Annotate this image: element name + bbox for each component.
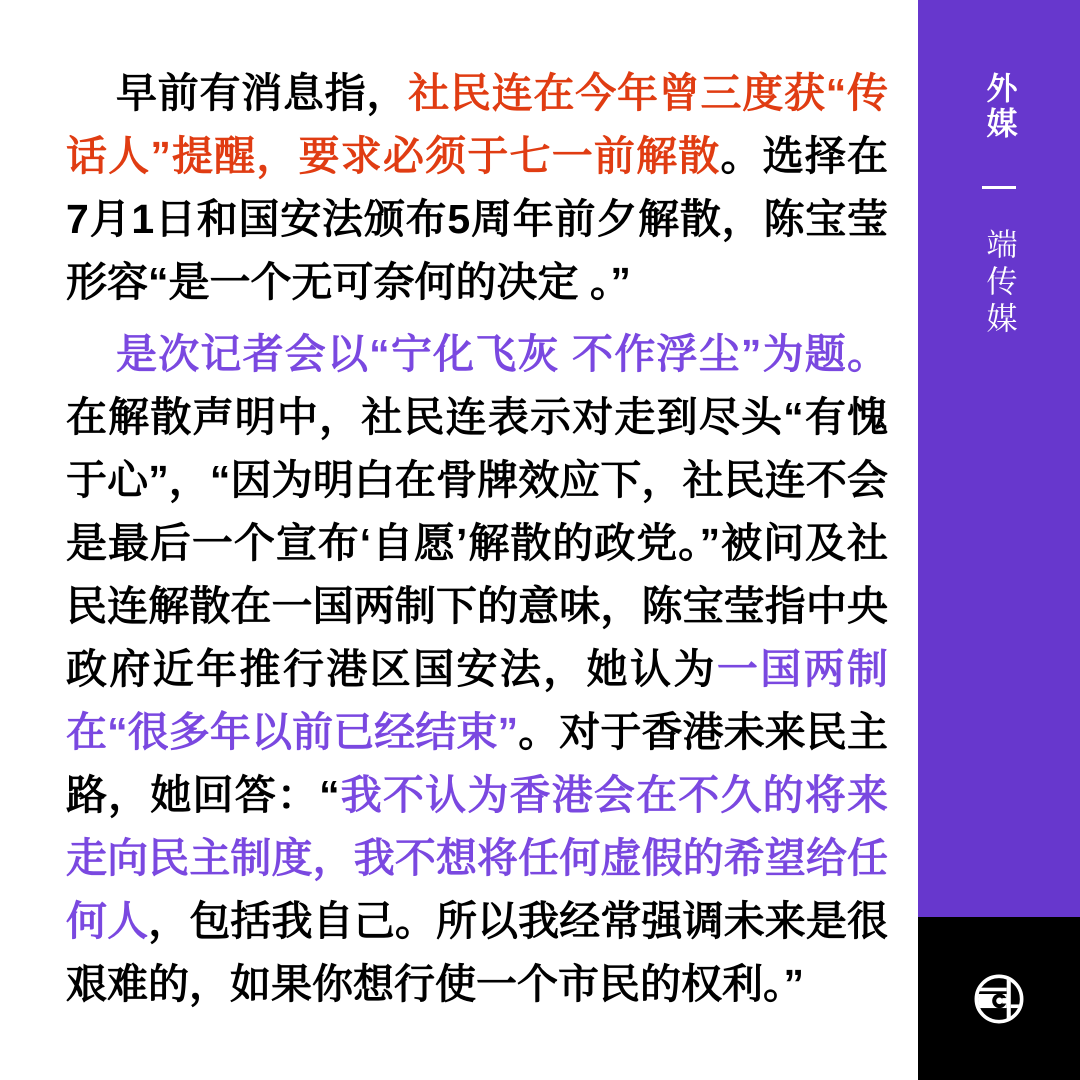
initium-media-logo-icon bbox=[970, 970, 1028, 1028]
paragraph bbox=[66, 62, 888, 314]
category-label: 外媒 bbox=[981, 72, 1017, 142]
text-segment: 在解散声明中，社民连表示对走到尽头“有愧于心”，“因为明白在骨牌效应下，社民连不会是最后一个宣布‘自愿’解散的政党。”被问及社民连解散在一国两制下的意味，陈宝莹指中央政府近年推行港区国安法，她认为 bbox=[66, 394, 888, 692]
logo-box bbox=[918, 917, 1080, 1080]
text-segment: 。选择在7月1日和国安法颁布5周年前夕解散，陈宝莹形容“是一个无可奈何的决定 。” bbox=[66, 133, 889, 305]
text-segment-highlight-purple: 我不认为香港会在不久的将来走向民主制度，我不想将任何虚假的希望给任何人 bbox=[66, 772, 889, 944]
text-segment-highlight-purple: 是次记者会以“宁化飞灰 不作浮尘”为题。 bbox=[116, 331, 888, 377]
brand-sidebar bbox=[918, 0, 1080, 917]
brand-name: 端传媒 bbox=[981, 228, 1017, 339]
sidebar-divider bbox=[982, 186, 1016, 189]
text-segment: 早前有消息指， bbox=[116, 70, 409, 116]
text-segment: 。对于香港未来民主路，她回答：“ bbox=[66, 709, 889, 818]
article-body bbox=[66, 62, 888, 1016]
paragraph bbox=[66, 323, 888, 1016]
text-segment-highlight-red: 社民连在今年曾三度获“传话人”提醒，要求必须于七一前解散 bbox=[66, 70, 888, 179]
text-segment-highlight-purple: 一国两制在“很多年以前已经结束” bbox=[66, 646, 889, 755]
text-segment: ，包括我自己。所以我经常强调未来是很艰难的，如果你想行使一个市民的权利。” bbox=[66, 898, 889, 1007]
